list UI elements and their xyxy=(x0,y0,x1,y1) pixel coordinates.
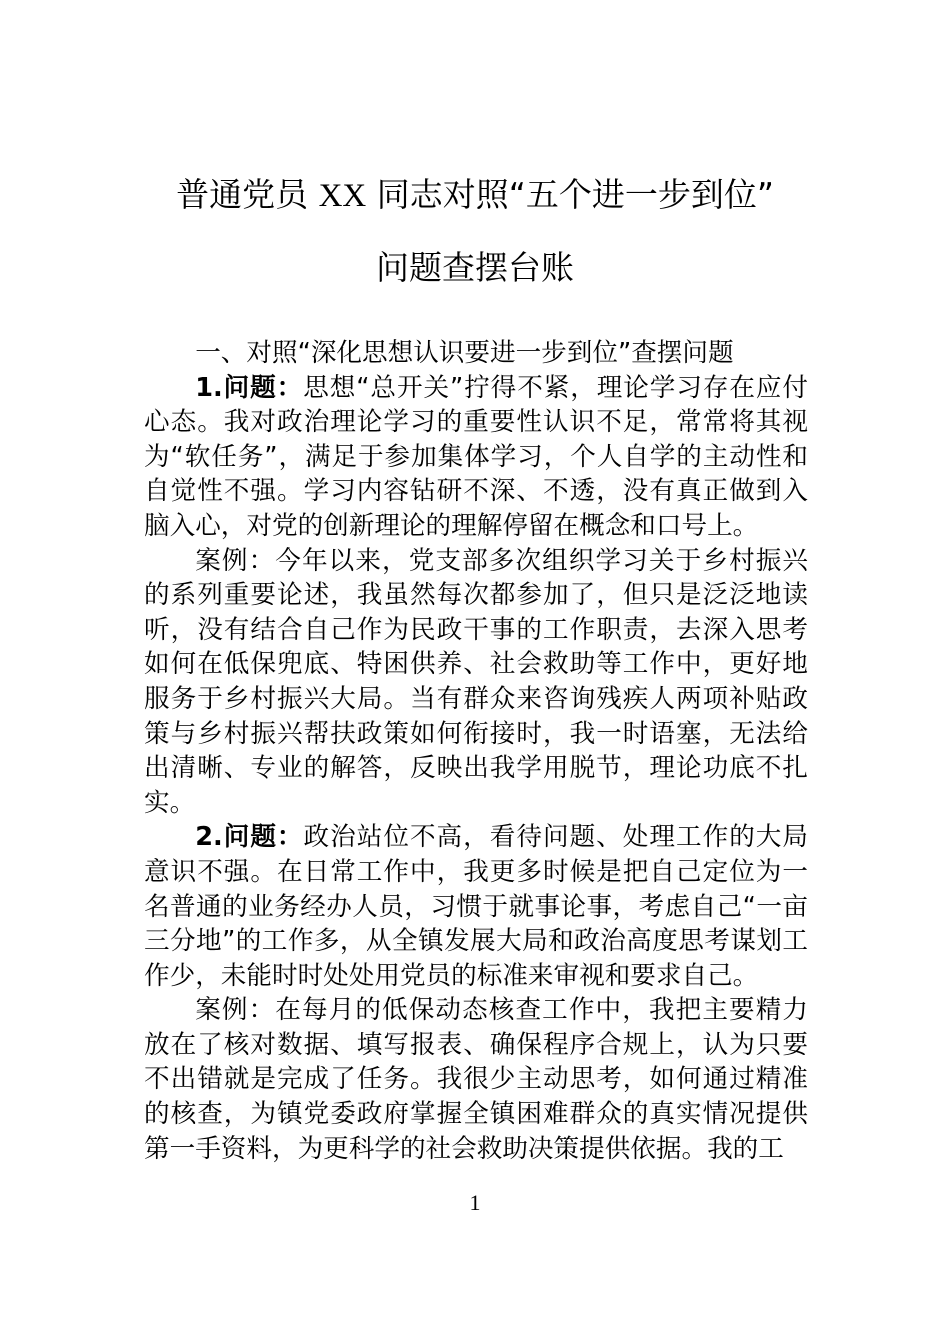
page-number: 1 xyxy=(469,1190,481,1215)
problem-text: 思想“总开关”拧得不紧，理论学习存在应付心态。我对政治理论学习的重要性认识不足，常常将其视为“软任务”，满足于参加集体学习，个人自学的主动性和自觉性不强。学习内容钻研不深、不透，没有真正做到入脑入心，对党的创新理论的理解停留在概念和口号上。 xyxy=(144,372,808,541)
problem-label: 2.问题： xyxy=(195,822,304,853)
title-name-placeholder: XX xyxy=(318,178,367,214)
case-paragraph-2: 案例：在每月的低保动态核查工作中，我把主要精力放在了核对数据、填写报表、确保程序合规上，认为只要不出错就是完成了任务。我很少主动思考，如何通过精准的核查，为镇党委政府掌握全镇困难群众的真实情况提供第一手资料，为更科学的社会救助决策提供依据。我的工 xyxy=(144,995,808,1164)
document-body xyxy=(144,336,808,1166)
problem-paragraph-1 xyxy=(144,371,808,544)
title-text: 普通党员 xyxy=(176,175,319,214)
problem-text: 政治站位不高，看待问题、处理工作的大局意识不强。在日常工作中，我更多时候是把自己定位为一名普通的业务经办人员，习惯于就事论事，考虑自己“一亩三分地”的工作多，从全镇发展大局和政治高度思考谋划工作少，未能时时处处用党员的标准来审视和要求自己。 xyxy=(144,822,808,991)
document-title-line2: 问题查摆台账 xyxy=(376,248,574,287)
problem-paragraph-2 xyxy=(144,820,808,993)
section-heading: 一、对照“深化思想认识要进一步到位”查摆问题 xyxy=(195,338,734,368)
document-title-line1 xyxy=(0,175,950,216)
case-paragraph-1: 案例：今年以来，党支部多次组织学习关于乡村振兴的系列重要论述，我虽然每次都参加了，但只是泛泛地读听，没有结合自己作为民政干事的工作职责，去深入思考如何在低保兜底、特困供养、社会救助等工作中，更好地服务于乡村振兴大局。当有群众来咨询残疾人两项补贴政策与乡村振兴帮扶政策如何衔接时，我一时语塞，无法给出清晰、专业的解答，反映出我学用脱节，理论功底不扎实。 xyxy=(144,545,808,818)
problem-label: 1.问题： xyxy=(195,372,304,403)
title-text: 同志对照“五个进一步到位” xyxy=(366,175,774,214)
